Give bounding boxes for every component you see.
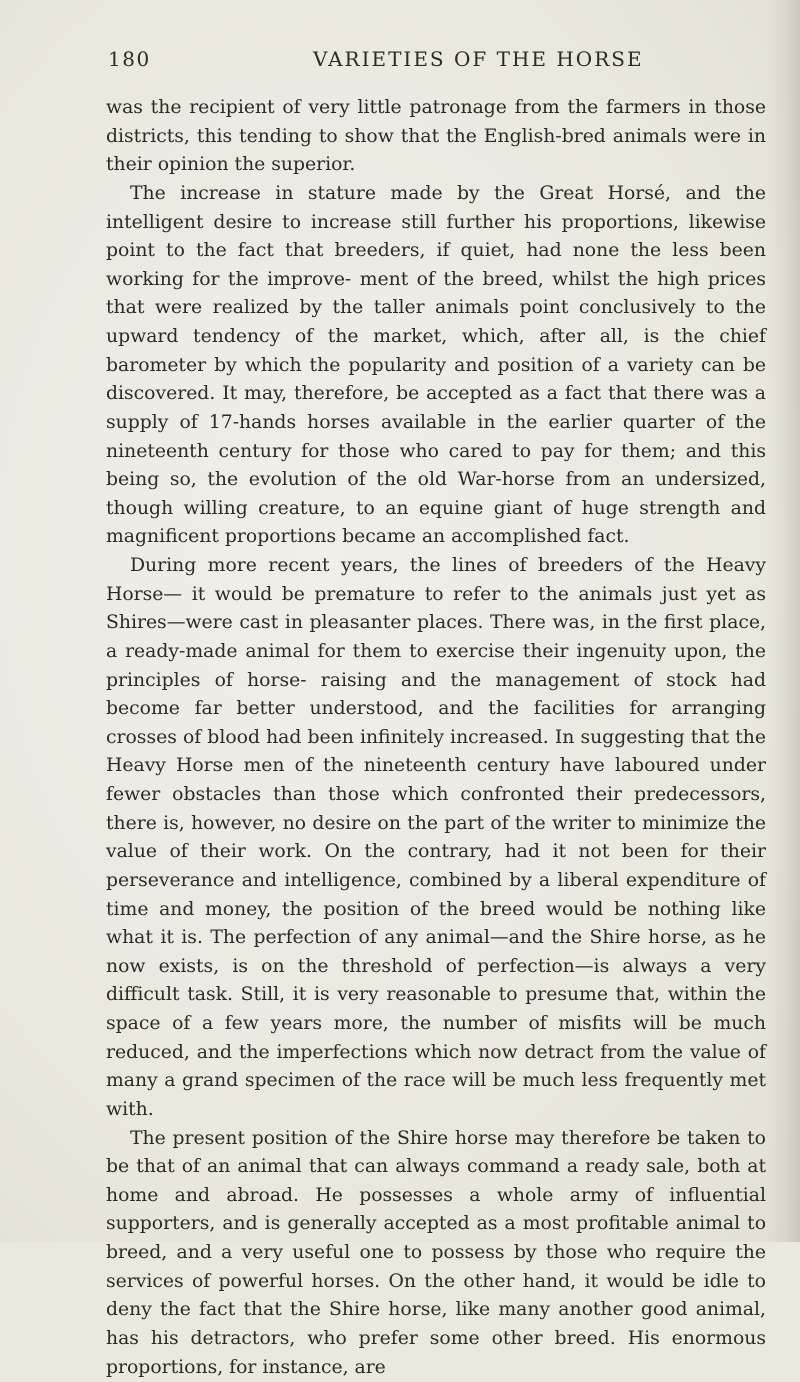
page-number: 180 <box>108 47 151 71</box>
paragraph-continuation: was the recipient of very little patronage from the farmers in those districts, this tending to show that the English-bred animals were in their opinion the superior. <box>106 94 766 180</box>
paragraph-great-horse: The increase in stature made by the Great Horsé, and the intelligent desire to increase still further his proportions, likewise point to the fact that breeders, if quiet, had none the less been working for the improve- ment of the breed, whilst the high prices that were realized by the taller animals point conclusively to the upward tendency of the market, which, after all, is the chief barometer by which the popularity and position of a variety can be discovered. It may, therefore, be accepted as a fact that there was a supply of 17-hands horses available in the earlier quarter of the nineteenth century for those who cared to pay for them; and this being so, the evolution of the old War-horse from an undersized, though willing creature, to an equine giant of huge strength and magnificent proportions became an accomplished fact. <box>106 180 766 552</box>
paragraph-heavy-horse-breeders: During more recent years, the lines of breeders of the Heavy Horse— it would be premature to refer to the animals just yet as Shires—were cast in pleasanter places. There was, in the first place, a ready-made animal for them to exercise their ingenuity upon, the principles of horse- raising and the management of stock had become far better understood, and the facilities for arranging crosses of blood had been infinitely increased. In suggesting that the Heavy Horse men of the nineteenth century have laboured under fewer obstacles than those which confronted their predecessors, there is, however, no desire on the part of the writer to minimize the value of their work. On the contrary, had it not been for their perseverance and intelligence, combined by a liberal expenditure of time and money, the position of the breed would be nothing like what it is. The perfection of any animal—and the Shire horse, as he now exists, is on the threshold of perfection—is always a very difficult task. Still, it is very reasonable to presume that, within the space of a few years more, the number of misfits will be much reduced, and the imperfections which now detract from the value of many a grand specimen of the race will be much less frequently met with. <box>106 552 766 1125</box>
page-header <box>108 47 668 77</box>
running-title: VARIETIES OF THE HORSE <box>313 47 644 71</box>
body-text <box>106 94 766 1382</box>
paragraph-shire-position: The present position of the Shire horse may therefore be taken to be that of an animal that can always command a ready sale, both at home and abroad. He possesses a whole army of influential supporters, and is generally accepted as a most profitable animal to breed, and a very useful one to possess by those who require the services of powerful horses. On the other hand, it would be idle to deny the fact that the Shire horse, like many another good animal, has his detractors, who prefer some other breed. His enormous proportions, for instance, are <box>106 1125 766 1382</box>
page-edge-shadow <box>766 0 800 1242</box>
